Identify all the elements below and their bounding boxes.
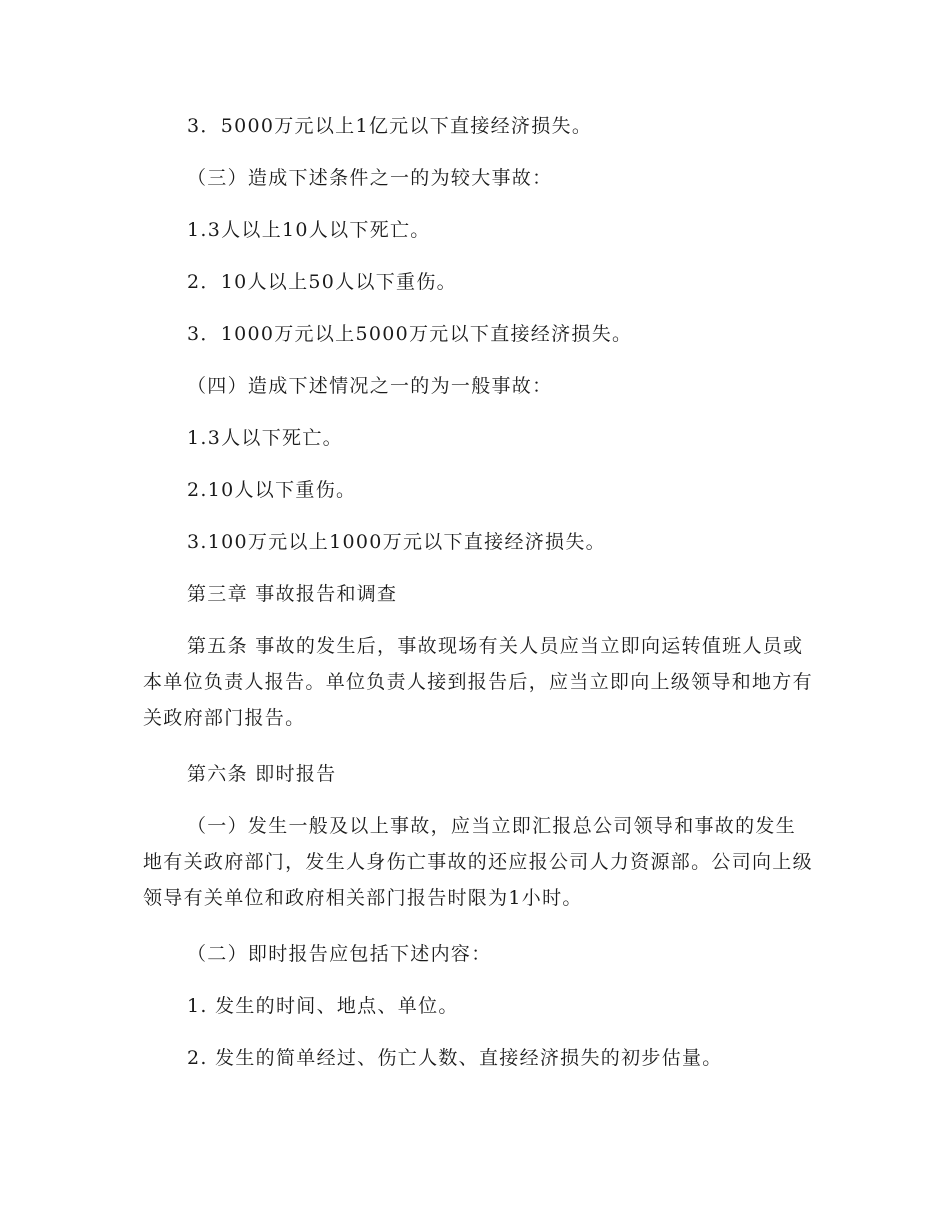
article-five: 第五条 事故的发生后，事故现场有关人员应当立即向运转值班人员或本单位负责人报告。单位负责人接到报告后，应当立即向上级领导和地方有关政府部门报告。 (143, 635, 813, 729)
paragraph-death-3-to-10: 1.3人以上10人以下死亡。 (187, 219, 431, 241)
report-content-item-1: 1. 发生的时间、地点、单位。 (187, 995, 459, 1017)
article-six-item-two: （二）即时报告应包括下述内容： (187, 943, 492, 965)
paragraph-loss-100-to-1000: 3.100万元以上1000万元以下直接经济损失。 (187, 531, 606, 553)
paragraph-death-under-3: 1.3人以下死亡。 (187, 427, 343, 449)
paragraph-injury-under-10: 2.10人以下重伤。 (187, 479, 357, 501)
document-body (143, 108, 815, 1092)
paragraph-loss-1000-to-5000: 3．1000万元以上5000万元以下直接经济损失。 (187, 323, 633, 345)
chapter-three-title: 第三章 事故报告和调查 (187, 583, 398, 605)
article-six-item-one: （一）发生一般及以上事故，应当立即汇报总公司领导和事故的发生地有关政府部门，发生人身伤亡事故的还应报公司人力资源部。公司向上级领导有关单位和政府相关部门报告时限为1小时。 (143, 815, 813, 909)
article-six-title: 第六条 即时报告 (187, 763, 337, 785)
paragraph-injury-10-to-50: 2．10人以上50人以下重伤。 (187, 271, 457, 293)
paragraph-loss-5000-to-1yi: 3．5000万元以上1亿元以下直接经济损失。 (187, 115, 593, 137)
heading-major-accident: （三）造成下述条件之一的为较大事故： (187, 167, 553, 189)
heading-general-accident: （四）造成下述情况之一的为一般事故： (187, 375, 553, 397)
report-content-item-2: 2. 发生的简单经过、伤亡人数、直接经济损失的初步估量。 (187, 1047, 723, 1069)
